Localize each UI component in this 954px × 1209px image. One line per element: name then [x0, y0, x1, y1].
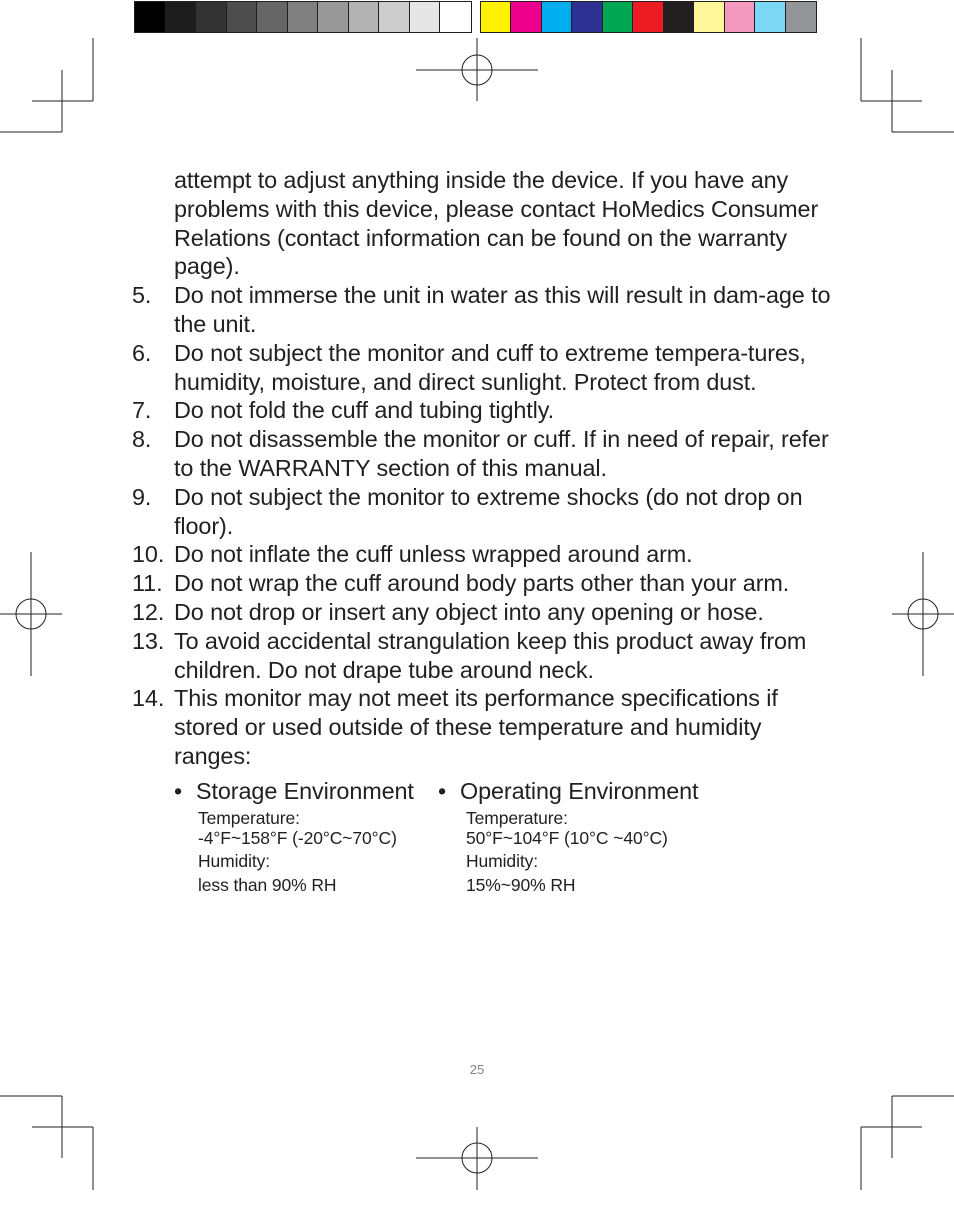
registration-mark-right: [892, 552, 954, 676]
list-item: [132, 281, 832, 339]
list-item-number: 8.: [132, 426, 152, 453]
registration-mark-bottom: [416, 1127, 538, 1190]
operating-humidity-label: Humidity:: [466, 850, 539, 871]
list-item-text: Do not inflate the cuff unless wrapped around arm.: [174, 541, 693, 568]
registration-mark-left: [0, 552, 62, 676]
environment-specs: [174, 775, 832, 895]
list-item-number: 9.: [132, 483, 152, 510]
list-item-text: Do not subject the monitor and cuff to extreme tempera-tures, humidity, moisture, and direct sunlight. Protect from dust.: [174, 339, 806, 395]
operating-environment: [438, 775, 768, 895]
operating-humidity-value: 15%~90% RH: [466, 874, 576, 895]
continued-item-text: attempt to adjust anything inside the device. If you have any problems with this device, please contact HoMedics Consumer Relations (contact information can be found on the warranty page).: [174, 167, 819, 280]
list-item-text: Do not wrap the cuff around body parts other than your arm.: [174, 570, 790, 597]
list-item-number: 6.: [132, 339, 152, 366]
numbered-instruction-list: [132, 281, 832, 771]
list-item-text: Do not immerse the unit in water as this will result in dam-age to the unit.: [174, 282, 831, 337]
crop-mark-bottom-left: [0, 1096, 93, 1190]
crop-mark-top-right: [861, 38, 954, 132]
storage-heading: Storage Environment: [196, 777, 414, 804]
storage-humidity-value: less than 90% RH: [198, 874, 337, 895]
list-item-text: Do not fold the cuff and tubing tightly.: [174, 397, 555, 424]
storage-humidity-label: Humidity:: [198, 850, 271, 871]
operating-heading: Operating Environment: [460, 777, 699, 804]
list-item-text: To avoid accidental strangulation keep this product away from children. Do not drape tube around neck.: [174, 627, 807, 683]
safety-instructions: [132, 166, 832, 895]
list-item-text: Do not disassemble the monitor or cuff. If in need of repair, refer to the WARRANTY section of this manual.: [174, 426, 829, 481]
list-item: [132, 598, 832, 627]
list-item: [132, 483, 832, 541]
crop-mark-top-left: [0, 38, 93, 132]
storage-environment: [174, 775, 438, 895]
page-number: 25: [469, 1062, 485, 1077]
list-item-number: 11.: [132, 570, 163, 597]
registration-mark-top: [416, 38, 538, 101]
bullet-glyph: •: [174, 777, 183, 804]
list-item-text: This monitor may not meet its performance specifications if stored or used outside of these temperature and humidity ranges:: [174, 685, 778, 769]
list-item-text: Do not subject the monitor to extreme shocks (do not drop on floor).: [174, 483, 803, 539]
list-item-number: 7.: [132, 397, 152, 424]
list-item: [132, 339, 832, 397]
list-item: [132, 425, 832, 483]
list-item-text: Do not drop or insert any object into any opening or hose.: [174, 598, 764, 625]
crop-mark-bottom-right: [861, 1096, 954, 1190]
storage-temp-value: -4°F~158°F (-20°C~70°C): [198, 827, 397, 848]
operating-temp-label: Temperature:: [466, 807, 568, 828]
list-item-number: 14.: [132, 685, 165, 712]
list-item-number: 5.: [132, 282, 152, 309]
list-item: [132, 627, 832, 685]
list-item: [132, 684, 832, 770]
storage-temp-label: Temperature:: [198, 807, 300, 828]
list-item-number: 12.: [132, 598, 165, 625]
operating-temp-value: 50°F~104°F (10°C ~40°C): [466, 827, 668, 848]
list-item: [132, 569, 832, 598]
list-item-number: 10.: [132, 541, 165, 568]
bullet-glyph: •: [438, 777, 447, 804]
list-item-number: 13.: [132, 627, 165, 654]
list-item: [132, 540, 832, 569]
list-item: [132, 396, 832, 425]
